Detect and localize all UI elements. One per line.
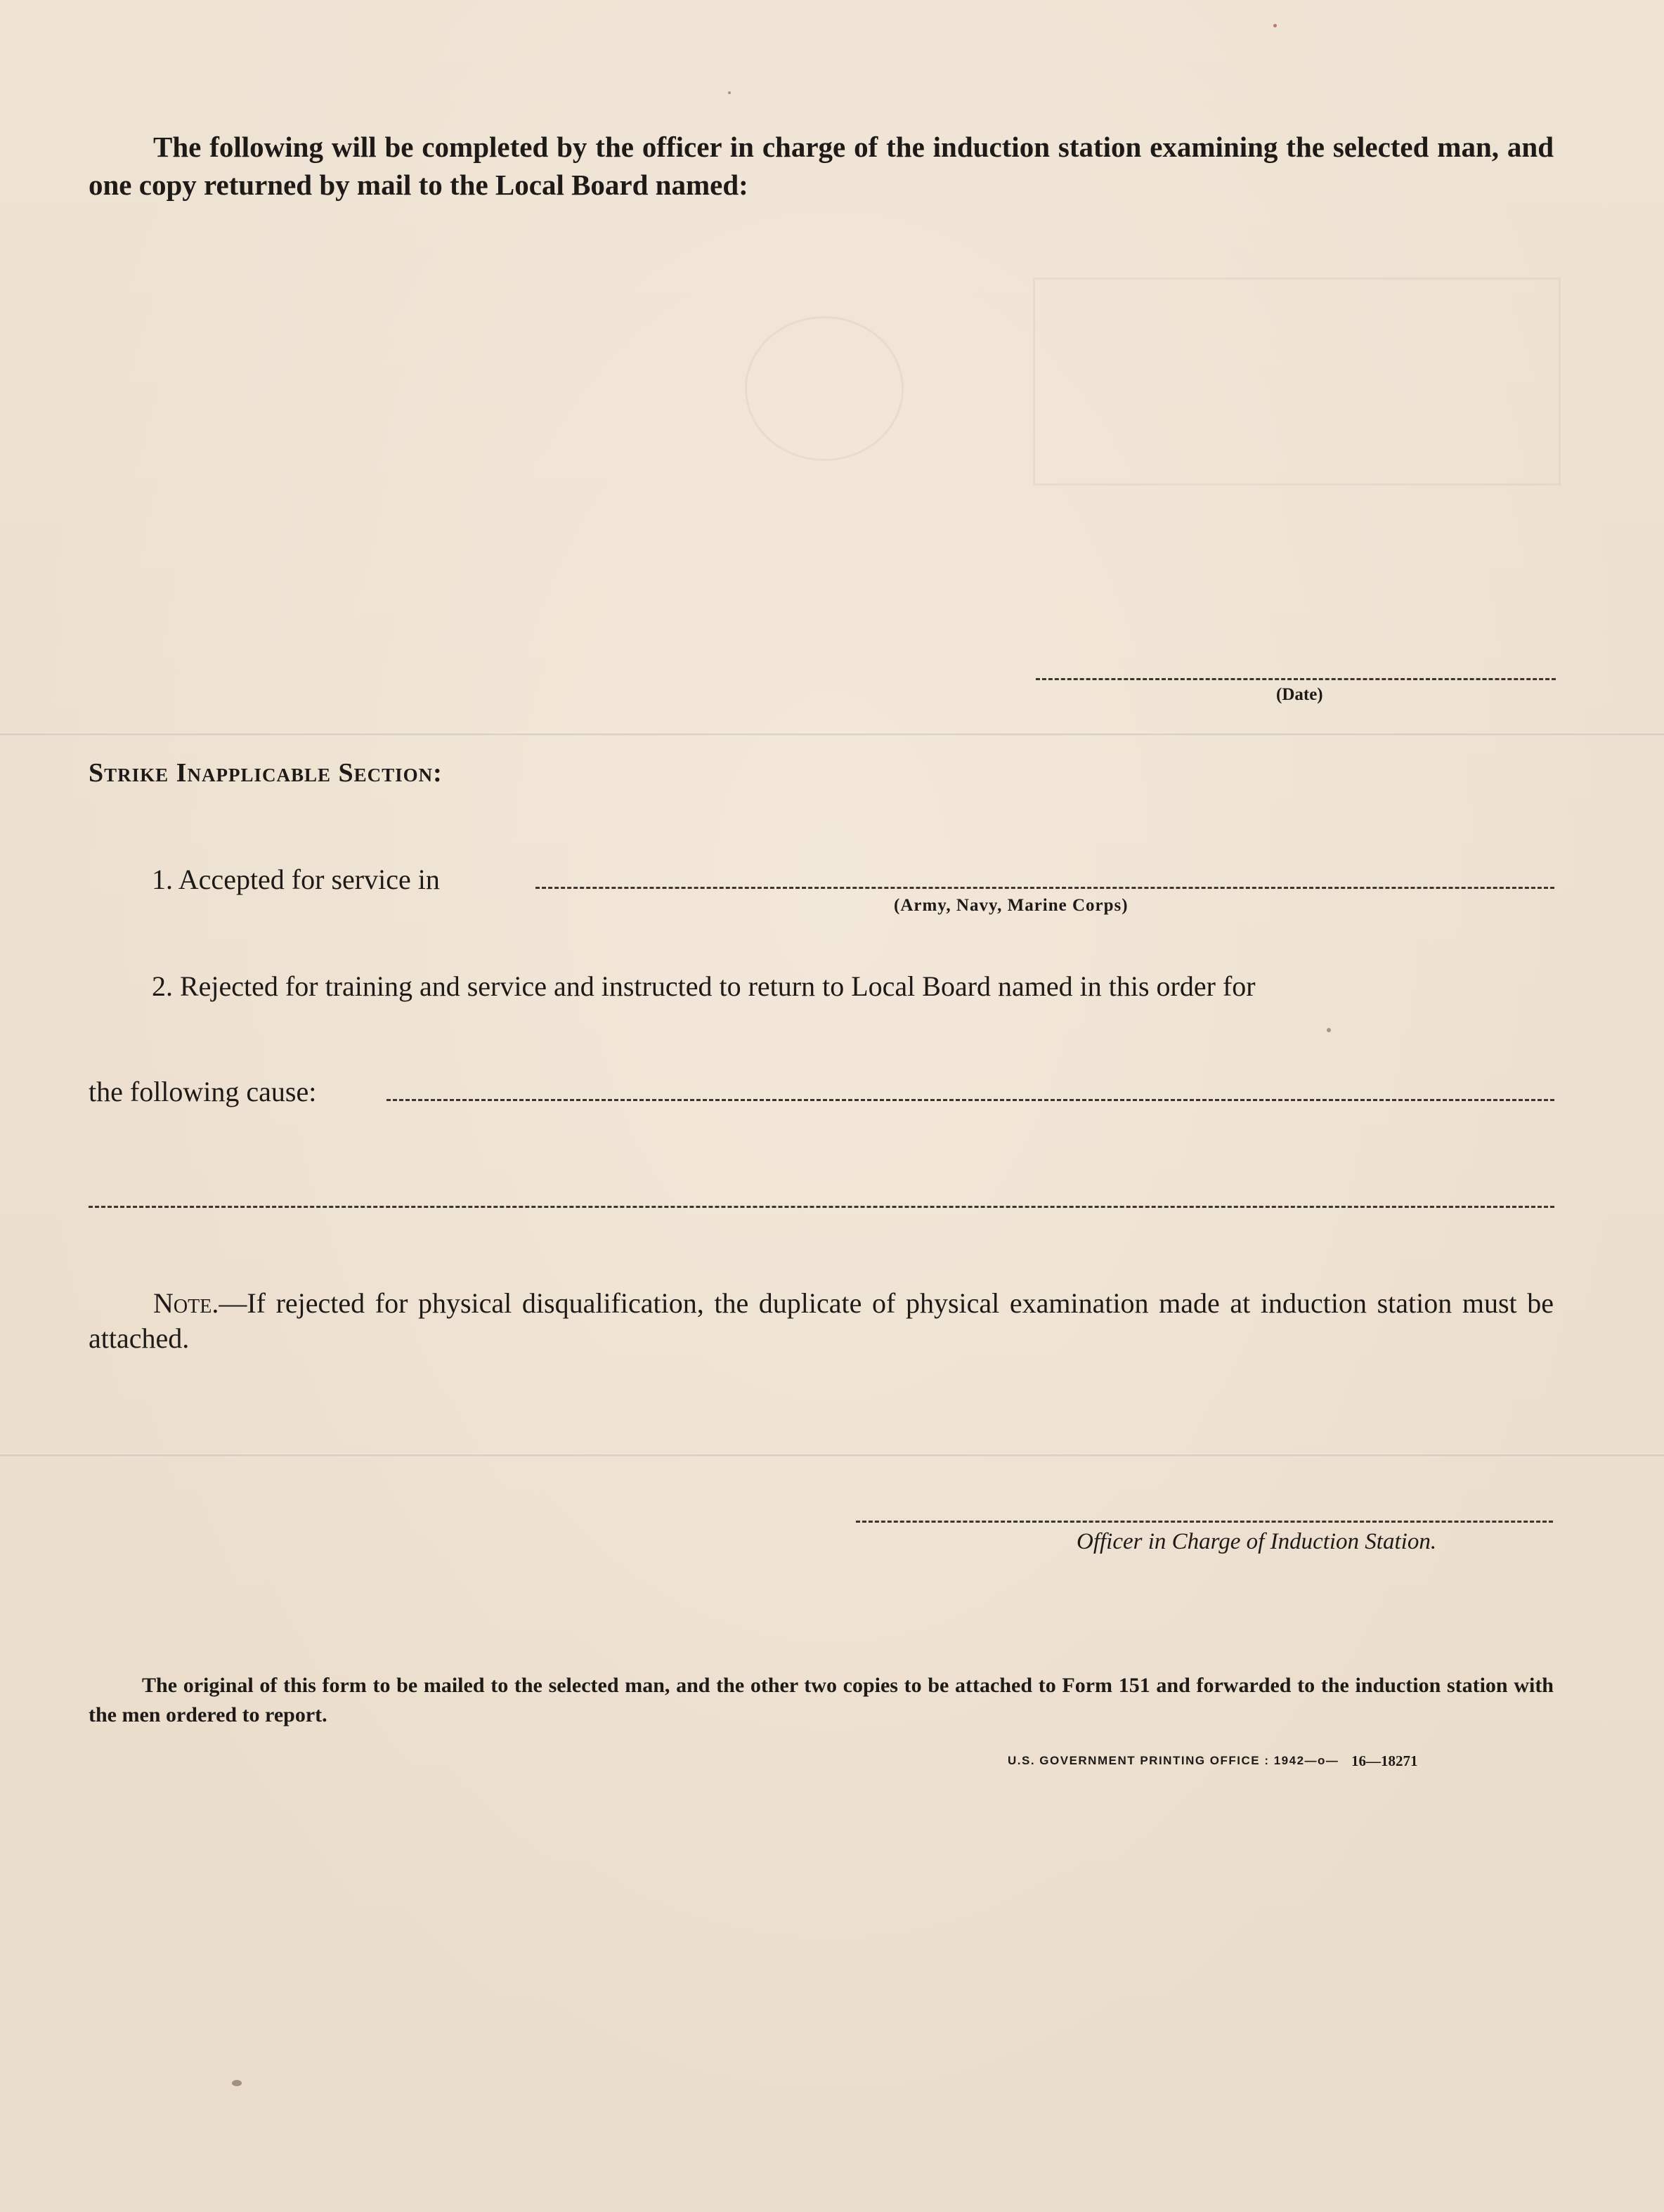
paper-speck — [728, 91, 731, 94]
show-through-box — [1033, 278, 1561, 486]
paper-speck — [1327, 1028, 1331, 1032]
note-dash: — — [219, 1287, 247, 1319]
note-paragraph — [89, 1286, 1554, 1356]
officer-signature-label: Officer in Charge of Induction Station. — [1077, 1529, 1437, 1554]
heading-word-2: napplicable — [187, 758, 331, 788]
strike-section-heading — [89, 757, 443, 788]
heading-word-3: ection — [353, 758, 434, 788]
form-number: 16—18271 — [1351, 1752, 1418, 1769]
service-branch-label: (Army, Navy, Marine Corps) — [894, 896, 1129, 915]
accepted-item: 1. Accepted for service in — [152, 864, 440, 895]
cause-line-2[interactable] — [89, 1206, 1554, 1208]
officer-signature-line[interactable] — [856, 1521, 1553, 1523]
service-branch-line[interactable] — [535, 887, 1554, 889]
note-text: If rejected for physical disqualification, the duplicate of physical examination made at induction station must be attached. — [89, 1287, 1554, 1354]
printing-office-imprint: U.S. GOVERNMENT PRINTING OFFICE : 1942—o— — [1008, 1754, 1339, 1767]
heading-letter-1: S — [89, 758, 105, 788]
note-lead: Note. — [153, 1287, 219, 1319]
footer-instructions — [89, 1671, 1554, 1730]
footer-text: The original of this form to be mailed to the selected man, and the other two copies to be attached to Form 151 and forwarded to the induction station with the men ordered to report. — [89, 1674, 1554, 1726]
paper-fold-upper — [0, 732, 1664, 736]
heading-word-1: trike — [104, 758, 169, 788]
intro-paragraph — [89, 128, 1554, 204]
paper-speck — [232, 2080, 242, 2086]
heading-letter-3: S — [338, 758, 354, 788]
heading-colon: : — [433, 758, 443, 788]
rejected-item: 2. Rejected for training and service and instructed to return to Local Board named in this order for — [152, 970, 1256, 1002]
show-through-seal — [745, 316, 904, 461]
cause-line-1[interactable] — [386, 1099, 1554, 1101]
paper-fold-lower — [0, 1453, 1664, 1457]
date-line[interactable] — [1036, 678, 1556, 680]
date-label: (Date) — [1276, 685, 1323, 704]
cause-label: the following cause: — [89, 1076, 317, 1107]
heading-letter-2: I — [176, 758, 188, 788]
paper-speck — [1273, 24, 1277, 27]
intro-text: The following will be completed by the officer in charge of the induction station examining the selected man, and one copy returned by mail to the Local Board named: — [89, 131, 1554, 201]
